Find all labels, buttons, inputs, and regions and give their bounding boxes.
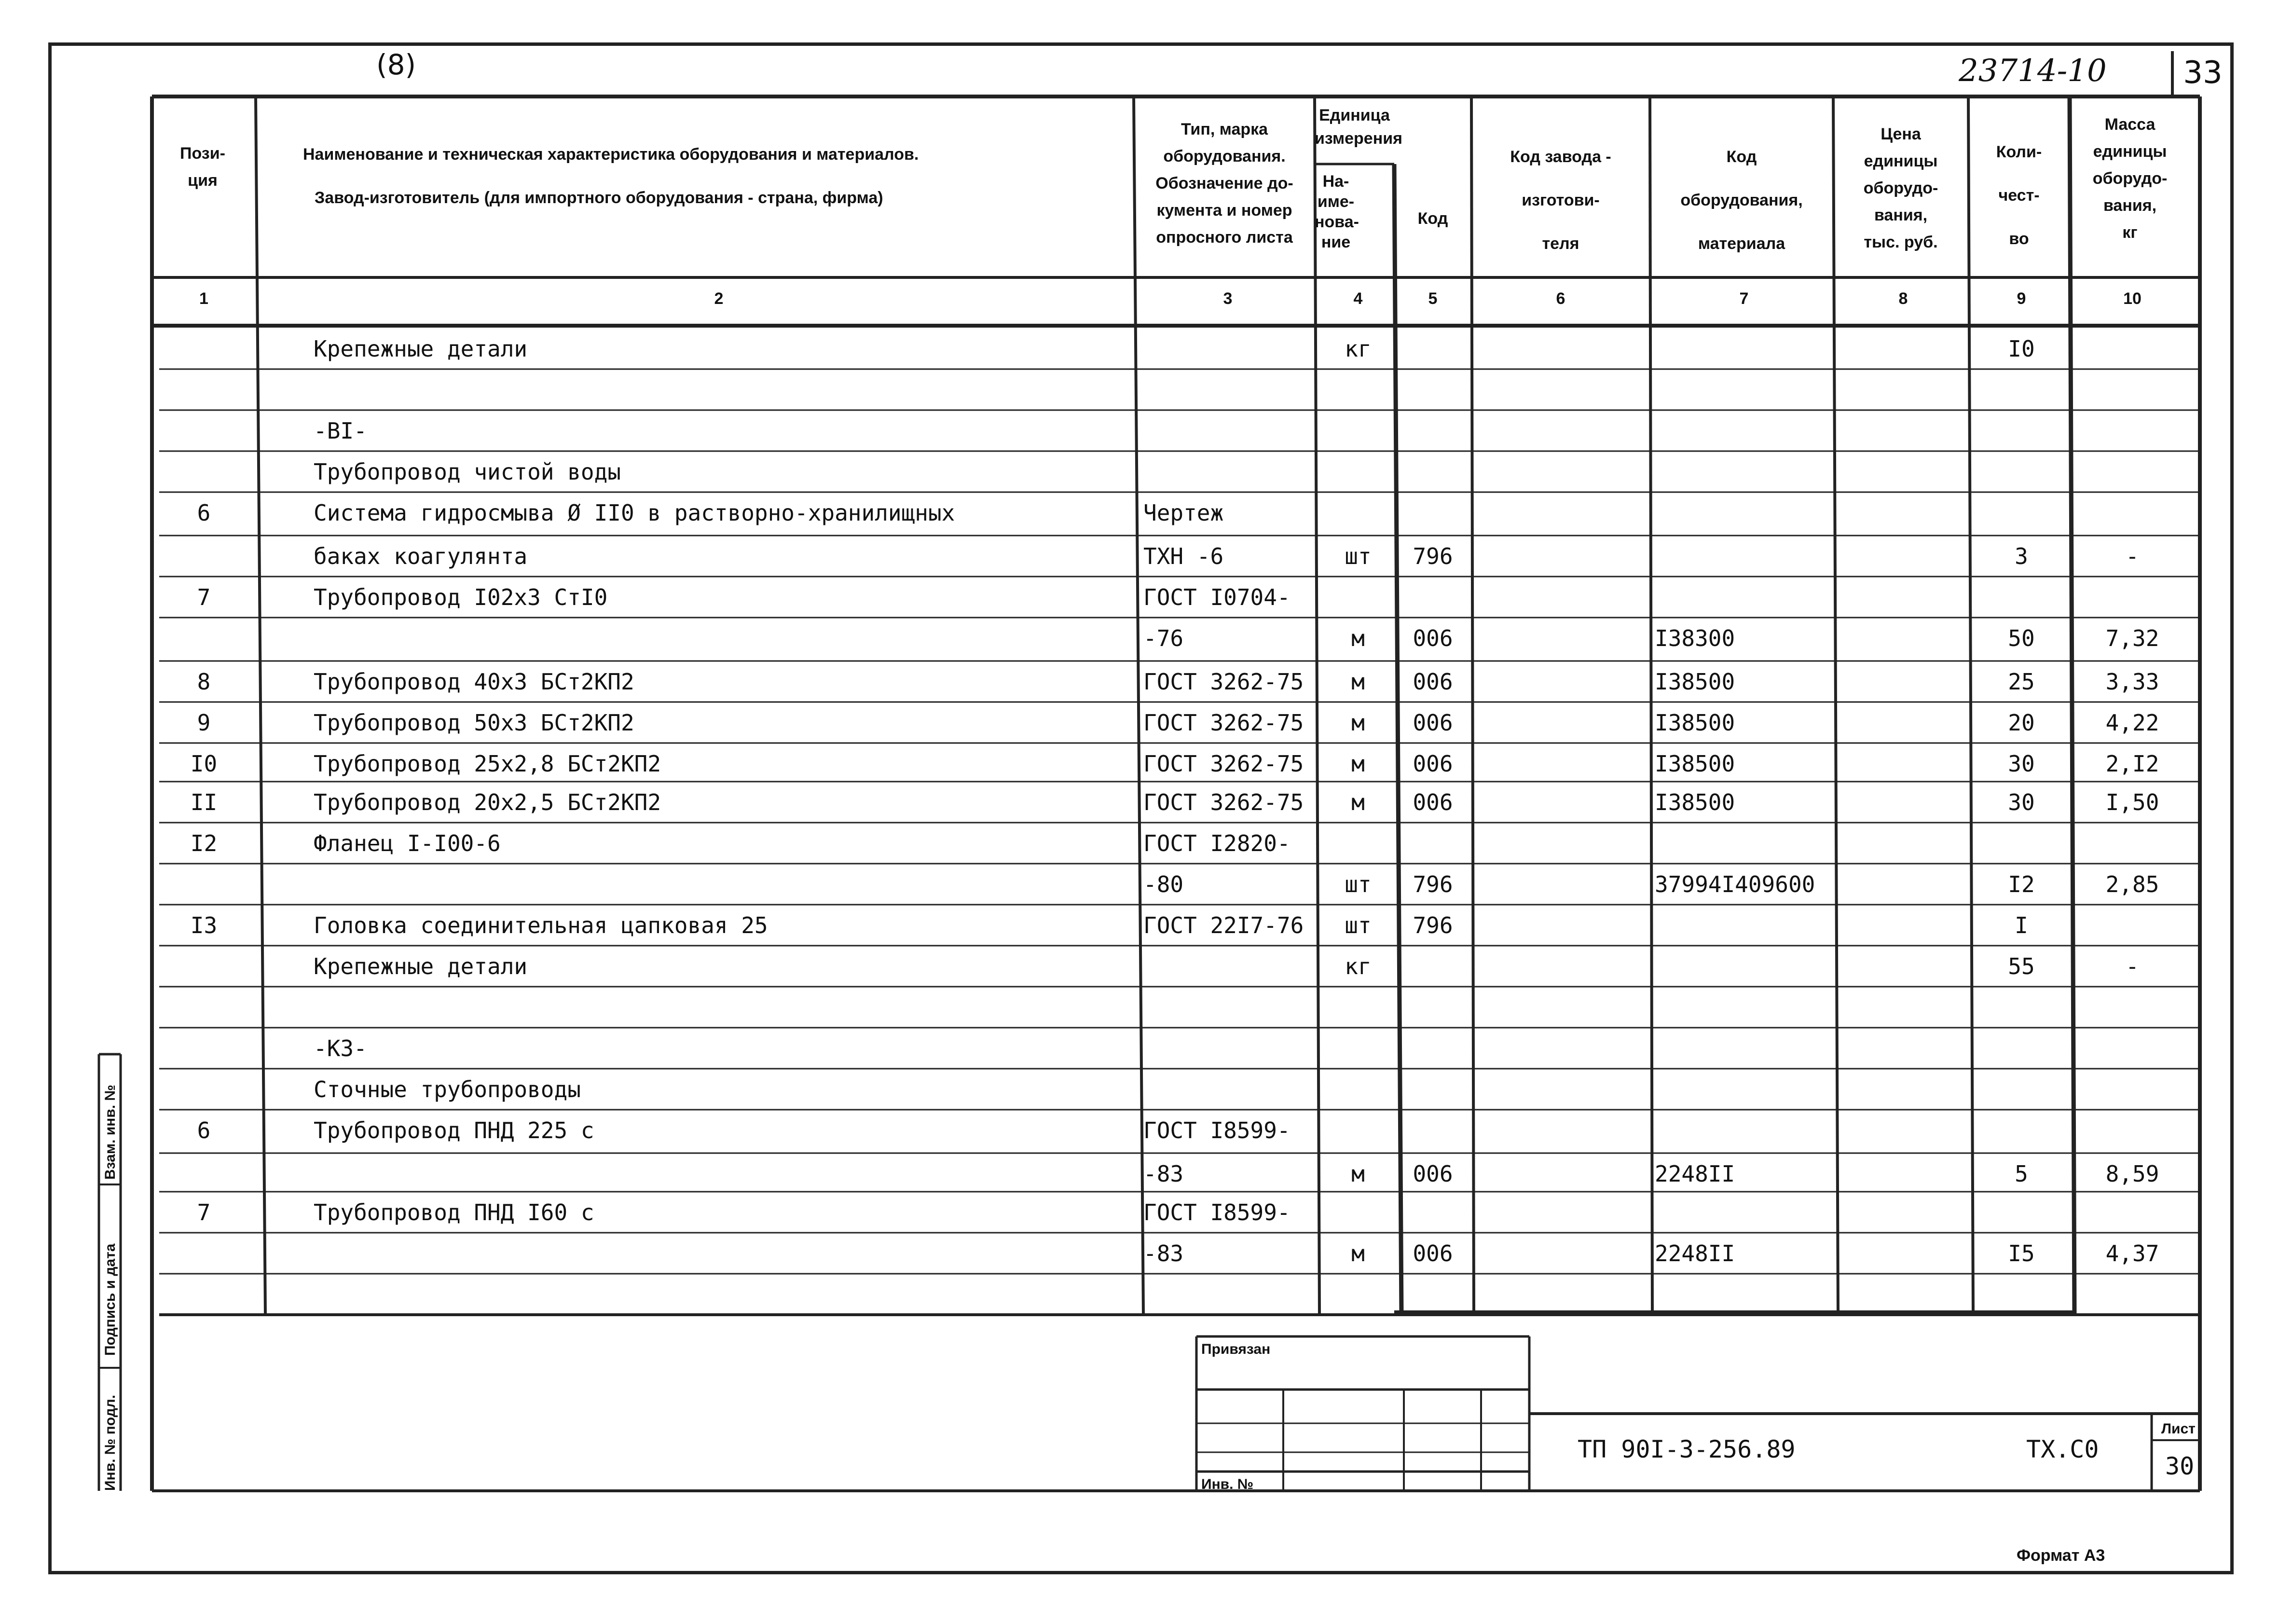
stamp-bound-label: Привязан [1201,1341,1271,1357]
cell-pos: 8 [197,669,211,695]
column-number: 4 [1353,289,1363,308]
cell-name: -К3- [314,1035,367,1061]
grid-line [1968,96,1973,1315]
cell-name: Трубопровод 25x2,8 БСт2КП2 [314,751,661,777]
cell-mass: 7,32 [2105,625,2159,651]
cell-mass: 3,33 [2105,669,2159,695]
cell-mat: 37994I409600 [1655,871,1815,897]
cell-doc: ГОСТ 3262-75 [1143,710,1304,736]
header-col45-group: Единица измерения [1315,106,1402,148]
cell-qty: 55 [2008,953,2035,979]
heavy-divider [2070,96,2074,1315]
grid-line [1471,96,1474,1315]
cell-unit: кг [1345,953,1372,979]
cell-mat: I38500 [1655,669,1735,695]
column-number: 10 [2123,289,2142,308]
cell-code: 006 [1413,1240,1453,1266]
cell-qty: 30 [2008,789,2035,815]
cell-code: 006 [1413,1161,1453,1187]
cell-name: Трубопровод I02x3 СтI0 [314,584,608,610]
cell-code: 006 [1413,789,1453,815]
cell-unit: м [1351,1240,1365,1266]
cell-doc: Чертеж [1143,500,1224,526]
cell-pos: I3 [190,912,218,938]
cell-mass: 4,22 [2105,710,2159,736]
cell-unit: м [1351,710,1365,736]
top-right-code: 23714-10 [1959,53,2107,89]
cell-mass: 2,85 [2105,871,2159,897]
cell-doc: -80 [1143,871,1184,897]
column-number: 6 [1556,289,1565,308]
cell-doc: ТХН -6 [1143,543,1224,569]
column-number: 8 [1898,289,1908,308]
cell-mat: I38300 [1655,625,1735,651]
cell-name: Головка соединительная цапковая 25 [314,912,768,938]
stamp-doc-code: ТХ.С0 [2026,1435,2099,1463]
cell-doc: ГОСТ I2820- [1143,830,1291,856]
cell-doc: ГОСТ 22I7-76 [1143,912,1304,938]
column-number: 9 [2017,289,2026,308]
heavy-divider [1394,164,1401,1315]
cell-code: 006 [1413,625,1453,651]
cell-mass: 4,37 [2105,1240,2159,1266]
grid-line [256,96,265,1315]
side-label-inv-podl: Инв. № подл. [102,1394,118,1491]
column-number: 2 [714,289,724,308]
cell-name: -BI- [314,418,367,444]
cell-qty: 25 [2008,669,2035,695]
cell-unit: м [1351,789,1365,815]
cell-doc: ГОСТ 3262-75 [1143,669,1304,695]
cell-unit: шт [1345,543,1372,569]
cell-doc: ГОСТ I8599- [1143,1199,1291,1225]
cell-pos: 9 [197,710,211,736]
cell-pos: I0 [190,751,218,777]
top-sheet-number: 33 [2171,51,2232,95]
cell-name: Трубопровод ПНД 225 с [314,1117,594,1143]
header-col7: Код оборудования, материала [1680,148,1803,253]
cell-unit: м [1351,669,1365,695]
cell-code: 796 [1413,912,1453,938]
cell-mass: I,50 [2105,789,2159,815]
cell-unit: кг [1345,336,1372,362]
cell-code: 006 [1413,710,1453,736]
cell-doc: -76 [1143,625,1184,651]
cell-doc: ГОСТ I0704- [1143,584,1291,610]
header-col9: Коли- чест- во [1996,143,2042,248]
cell-mat: I38500 [1655,710,1735,736]
header-col4: На- име- нова- ние [1315,172,1359,251]
cell-qty: I5 [2008,1240,2035,1266]
cell-pos: 6 [197,500,211,526]
cell-mass: 8,59 [2105,1161,2159,1187]
cell-mat: 2248II [1655,1240,1735,1266]
cell-unit: м [1351,751,1365,777]
cell-qty: 20 [2008,710,2035,736]
cell-pos: 6 [197,1117,211,1143]
cell-qty: 3 [2015,543,2028,569]
column-number: 3 [1223,289,1233,308]
stamp-inv-label: Инв. № [1201,1476,1254,1492]
cell-qty: 30 [2008,751,2035,777]
cell-doc: ГОСТ 3262-75 [1143,789,1304,815]
cell-qty: 50 [2008,625,2035,651]
cell-mass: 2,I2 [2105,751,2159,777]
cell-name: Трубопровод 20x2,5 БСт2КП2 [314,789,661,815]
cell-doc: -83 [1143,1240,1184,1266]
side-label-vzam-inv: Взам. инв. № [102,1085,118,1180]
cell-qty: I0 [2008,336,2035,362]
cell-doc: ГОСТ 3262-75 [1143,751,1304,777]
cell-pos: II [190,789,218,815]
cell-code: 006 [1413,669,1453,695]
grid-line [1833,96,1838,1315]
cell-unit: м [1351,625,1365,651]
cell-name: Трубопровод 40x3 БСт2КП2 [314,669,634,695]
cell-mass: - [2126,953,2139,979]
stamp-doc-number: ТП 90I-3-256.89 [1578,1435,1796,1463]
cell-unit: шт [1345,871,1372,897]
cell-code: 796 [1413,871,1453,897]
header-col1: Пози- ция [180,144,225,190]
cell-qty: I2 [2008,871,2035,897]
column-number: 5 [1428,289,1438,308]
cell-name: Система гидросмыва Ø II0 в растворно-хранилищных [314,500,955,526]
cell-code: 006 [1413,751,1453,777]
cell-mat: 2248II [1655,1161,1735,1187]
cell-name: Трубопровод 50x3 БСт2КП2 [314,710,634,736]
header-col10: Масса единицы оборудо- вания, кг [2092,115,2168,242]
cell-mat: I38500 [1655,751,1735,777]
cell-name: Крепежные детали [314,336,528,362]
header-col2-line2: Завод-изготовитель (для импортного оборудования - страна, фирма) [315,189,883,207]
cell-doc: ГОСТ I8599- [1143,1117,1291,1143]
cell-code: 796 [1413,543,1453,569]
cell-unit: шт [1345,912,1372,938]
cell-name: Фланец I-I00-6 [314,830,501,856]
cell-name: Сточные трубопроводы [314,1076,581,1102]
side-label-signature-date: Подпись и дата [102,1243,118,1356]
column-number: 7 [1739,289,1749,308]
header-col3: Тип, марка оборудования. Обозначение до- кумента и номер опросного листа [1155,120,1293,247]
top-left-number: (8) [376,48,416,81]
cell-unit: м [1351,1161,1365,1187]
cell-pos: 7 [197,1199,211,1225]
format-label: Формат А3 [2017,1546,2105,1565]
cell-qty: 5 [2015,1161,2028,1187]
stamp-sheet-label: Лист [2161,1421,2196,1437]
column-number: 1 [199,289,208,308]
cell-qty: I [2015,912,2028,938]
header-col6: Код завода - изготови- теля [1510,148,1611,253]
grid-line [1650,96,1652,1315]
header-col2-line1: Наименование и техническая характеристика оборудования и материалов. [303,145,919,164]
stamp-sheet-value: 30 [2165,1452,2195,1480]
cell-pos: I2 [190,830,218,856]
header-col5: Код [1417,209,1448,228]
cell-pos: 7 [197,584,211,610]
cell-name: Трубопровод ПНД I60 с [314,1199,594,1225]
cell-doc: -83 [1143,1161,1184,1187]
cell-mass: - [2126,543,2139,569]
cell-name: Крепежные детали [314,953,528,979]
header-col8: Цена единицы оборудо- вания, тыс. руб. [1863,125,1938,251]
cell-mat: I38500 [1655,789,1735,815]
cell-name: Трубопровод чистой воды [314,459,621,485]
cell-name: баках коагулянта [314,543,528,569]
